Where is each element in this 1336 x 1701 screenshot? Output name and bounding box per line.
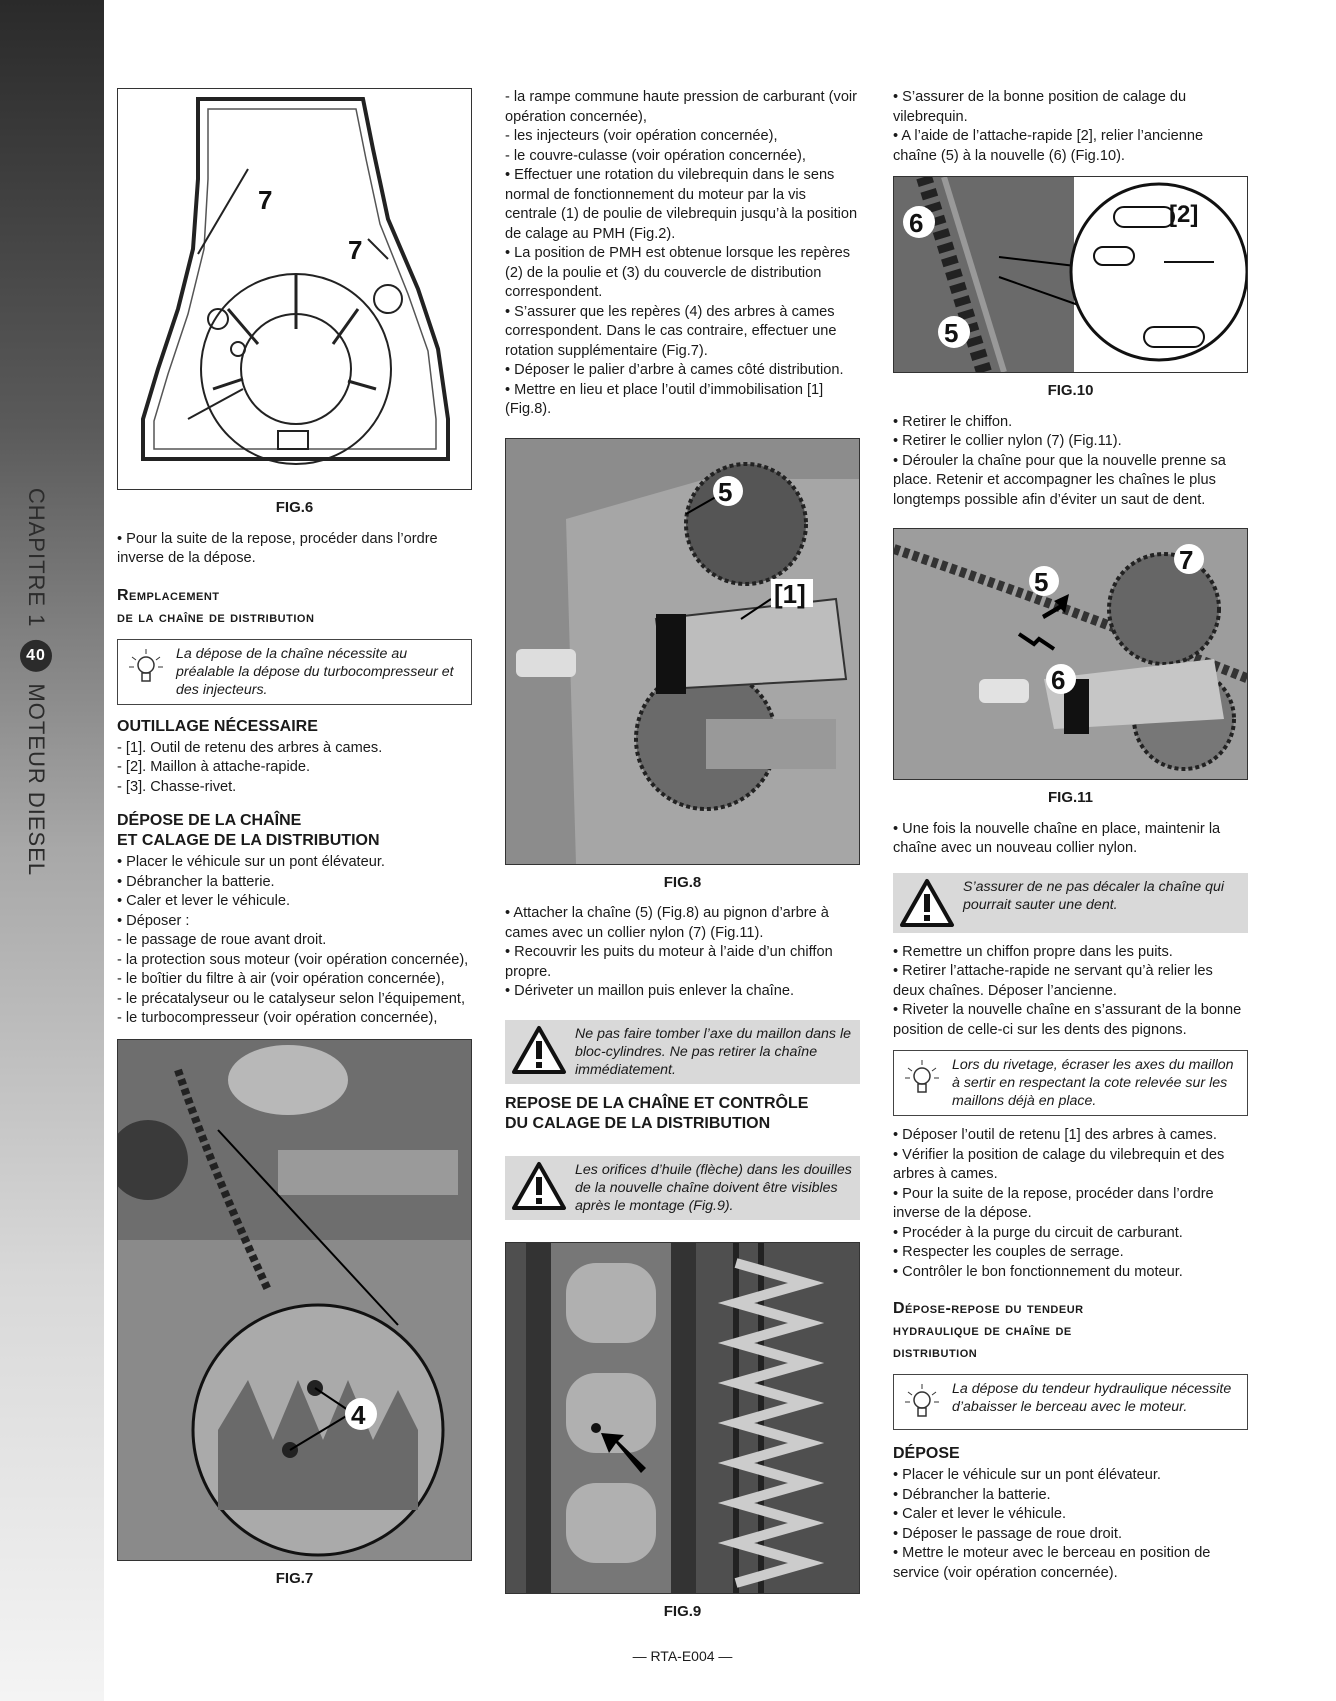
step: • Mettre le moteur avec le berceau en position de service (voir opération concernée). (893, 1545, 1211, 1581)
fig8-label-5: 5 (718, 476, 733, 507)
fig8-label-tool: [1] (774, 578, 806, 609)
heading-line: DÉPOSE DE LA CHAÎNE (117, 812, 302, 829)
fig11-label-7: 7 (1179, 545, 1194, 575)
section-heading (117, 811, 472, 851)
step: • Procéder à la purge du circuit de carburant. (893, 1224, 1183, 1241)
fig6-caption: FIG.6 (275, 499, 314, 516)
figure-8 (505, 438, 860, 865)
step: • Déposer l’outil de retenu [1] des arbres à cames. (893, 1127, 1217, 1143)
fig11-label-5: 5 (1034, 567, 1049, 597)
note-box (893, 1050, 1248, 1116)
paragraph: • Pour la suite de la repose, procéder dans l’ordre inverse de la dépose. (117, 530, 438, 566)
chapter-label (20, 488, 52, 876)
section-heading (117, 585, 472, 629)
depose-heading: DÉPOSE (893, 1445, 960, 1462)
warning-triangle-icon (899, 878, 955, 928)
step: • Déposer le passage de roue droit. (893, 1525, 1123, 1542)
step: • A l’aide de l’attache-rapide [2], relier l’ancienne chaîne (5) à la nouvelle (6) (Fig.10). (893, 128, 1204, 164)
note-box (893, 1374, 1248, 1430)
fig6-label-b: 7 (348, 235, 363, 265)
fig7-caption: FIG.7 (275, 1569, 314, 1587)
chain-closeup-photo (506, 1243, 860, 1593)
tool-item: - [3]. Chasse-rivet. (117, 778, 237, 795)
fig10-caption: FIG.10 (1047, 382, 1094, 399)
timing-cover-drawing (118, 89, 472, 489)
step: • Déposer : (117, 912, 190, 929)
step: • Débrancher la batterie. (117, 873, 275, 890)
lightbulb-icon (124, 645, 168, 689)
fig6-label-a: 7 (258, 185, 273, 215)
step: • Effectuer une rotation du vilebrequin dans le sens normal de fonctionnement du moteur par la vis centrale (1) de poulie de vilebrequin jusqu’à la position de calage au PMH (Fig.2). (505, 167, 858, 242)
lightbulb-icon (900, 1056, 944, 1100)
fig9-caption: FIG.9 (663, 1602, 702, 1620)
heading-line: REPOSE DE LA CHAÎNE ET CONTRÔLE (505, 1094, 809, 1112)
figure-9 (505, 1242, 860, 1594)
camshaft-tool-photo (506, 439, 860, 864)
note-box (117, 639, 472, 705)
chain-routing-photo (894, 529, 1248, 779)
step: • Respecter les couples de serrage. (893, 1244, 1124, 1260)
step: • Placer le véhicule sur un pont élévateur. (893, 1467, 1161, 1483)
step: • Attacher la chaîne (5) (Fig.8) au pignon d’arbre à cames avec un collier nylon (7) (Fig.11). (505, 905, 829, 941)
heading-line: hydraulique de chaîne de (893, 1322, 1072, 1339)
chapter-title: CHAPITRE 1 (24, 487, 49, 628)
tool-item: - [2]. Maillon à attache-rapide. (117, 759, 311, 775)
section-heading (893, 1298, 1248, 1364)
step: • Caler et lever le véhicule. (893, 1506, 1067, 1522)
step: • Riveter la nouvelle chaîne en s’assurant de la bonne position de celle-ci sur les dents des pignons. (893, 1002, 1242, 1038)
warning-box (893, 873, 1248, 933)
fig11-caption: FIG.11 (1047, 789, 1094, 806)
step: - le passage de roue avant droit. (117, 932, 327, 948)
step: • S’assurer que les repères (4) des arbres à cames correspondent. Dans le cas contraire, effectuer une rotation supplémentaire (Fig.7). (505, 303, 837, 359)
step: • Déposer le palier d’arbre à cames côté distribution. (505, 362, 844, 378)
warning-text: Ne pas faire tomber l’axe du maillon dans le bloc-cylindres. Ne pas retirer la chaîne immédiatement. (575, 1025, 852, 1078)
fig7-label: 4 (351, 1399, 366, 1430)
section-heading (505, 1094, 860, 1134)
fig8-caption: FIG.8 (663, 873, 702, 891)
step: - le turbocompresseur (voir opération concernée), (117, 1010, 438, 1026)
warning-text: Les orifices d’huile (flèche) dans les douilles de la nouvelle chaîne doivent être visibles après le montage (Fig.9). (575, 1161, 852, 1214)
step: • Contrôler le bon fonctionnement du moteur. (893, 1263, 1183, 1280)
page-footer: — RTA-E004 — (632, 1648, 733, 1664)
fig10-label-link: [2] (1169, 201, 1199, 228)
heading-line: de la chaîne de distribution (117, 608, 315, 626)
warning-box (505, 1020, 860, 1084)
step: • La position de PMH est obtenue lorsque les repères (2) de la poulie et (3) du couvercle de distribution correspondent. (505, 245, 851, 300)
step: • Retirer l’attache-rapide ne servant qu’à relier les deux chaînes. Déposer l’ancienne. (893, 963, 1213, 999)
step: - le couvre-culasse (voir opération concernée), (505, 147, 806, 164)
chapter-sidebar (0, 0, 104, 1701)
warning-text: S’assurer de ne pas décaler la chaîne qui pourrait sauter une dent. (963, 878, 1225, 913)
column-1 (117, 88, 472, 1600)
heading-line: DU CALAGE DE LA DISTRIBUTION (505, 1114, 771, 1132)
step: • Pour la suite de la repose, procéder dans l’ordre inverse de la dépose. (893, 1185, 1214, 1221)
step: • Une fois la nouvelle chaîne en place, maintenir la chaîne avec un nouveau collier nylon. (893, 820, 1221, 856)
figure-6 (117, 88, 472, 490)
heading-line: Dépose-repose du tendeur (893, 1300, 1084, 1317)
step: - le précatalyseur ou le catalyseur selon l’équipement, (117, 990, 466, 1007)
step: • Recouvrir les puits du moteur à l’aide d’un chiffon propre. (505, 944, 833, 980)
step: • Remettre un chiffon propre dans les puits. (893, 943, 1173, 960)
figure-7 (117, 1039, 472, 1561)
fig10-label-5: 5 (944, 318, 959, 348)
engine-photo (118, 1040, 472, 1560)
step: • Placer le véhicule sur un pont élévateur. (117, 854, 385, 870)
step: - le boîtier du filtre à air (voir opération concernée), (117, 971, 445, 987)
warning-triangle-icon (511, 1161, 567, 1211)
page-number-badge: 40 (20, 639, 52, 671)
step: • S’assurer de la bonne position de calage du vilebrequin. (893, 89, 1187, 125)
step: • Dériveter un maillon puis enlever la chaîne. (505, 983, 795, 999)
column-2 (505, 88, 860, 1633)
tool-item: - [1]. Outil de retenu des arbres à cames. (117, 739, 383, 756)
section-title: MOTEUR DIESEL (24, 683, 49, 877)
step: - les injecteurs (voir opération concernée), (505, 128, 778, 144)
step: • Mettre en lieu et place l’outil d’immobilisation [1] (Fig.8). (505, 381, 824, 417)
quick-link-photo (894, 177, 1248, 372)
step: • Dérouler la chaîne pour que la nouvelle prenne sa place. Retenir et accompagner les chaînes le plus longtemps possible afin d’éviter un saut de dent. (893, 452, 1226, 508)
tools-heading: OUTILLAGE NÉCESSAIRE (117, 717, 318, 735)
warning-triangle-icon (511, 1025, 567, 1075)
step: • Retirer le collier nylon (7) (Fig.11). (893, 433, 1122, 449)
note-text: La dépose du tendeur hydraulique nécessite d’abaisser le berceau avec le moteur. (952, 1381, 1232, 1415)
figure-11 (893, 528, 1248, 780)
fig11-label-6: 6 (1051, 665, 1066, 695)
step: • Vérifier la position de calage du vilebrequin et des arbres à cames. (893, 1146, 1225, 1182)
heading-line: ET CALAGE DE LA DISTRIBUTION (117, 832, 380, 849)
note-text: La dépose de la chaîne nécessite au préalable la dépose du turbocompresseur et des injecteurs. (176, 645, 454, 698)
heading-line: distribution (893, 1344, 978, 1361)
warning-box (505, 1156, 860, 1220)
step: • Caler et lever le véhicule. (117, 893, 291, 909)
lightbulb-icon (900, 1380, 944, 1424)
figure-10 (893, 176, 1248, 373)
step: • Retirer le chiffon. (893, 413, 1013, 430)
note-text: Lors du rivetage, écraser les axes du maillon à sertir en respectant la cote relevée sur les maillons déjà en place. (952, 1057, 1234, 1109)
step: - la rampe commune haute pression de carburant (voir opération concernée), (505, 89, 858, 125)
fig10-label-6: 6 (909, 208, 924, 238)
column-3 (893, 88, 1248, 1583)
step: • Débrancher la batterie. (893, 1486, 1051, 1503)
step: - la protection sous moteur (voir opération concernée), (117, 951, 469, 968)
heading-line: Remplacement (117, 586, 220, 604)
